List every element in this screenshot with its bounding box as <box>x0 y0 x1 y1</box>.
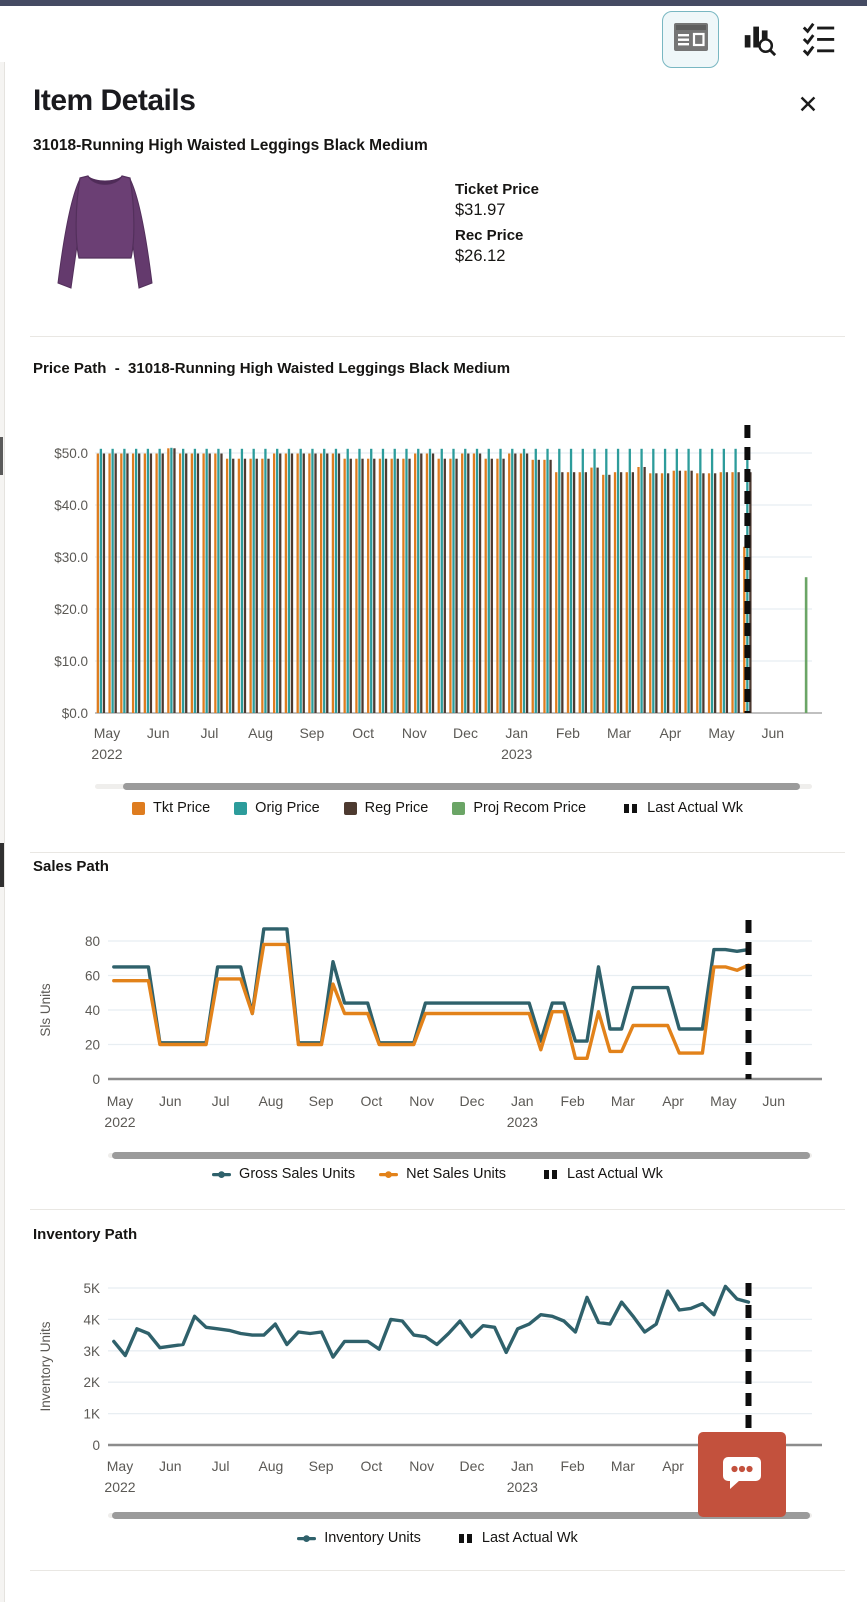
legend-item <box>344 800 429 816</box>
svg-text:Oct: Oct <box>360 1093 383 1109</box>
rec-price-value: $26.12 <box>455 247 506 265</box>
svg-text:May: May <box>93 725 121 741</box>
divider <box>30 1570 845 1571</box>
svg-text:60: 60 <box>84 968 100 984</box>
svg-text:Jun: Jun <box>146 725 170 741</box>
svg-text:2K: 2K <box>83 1375 100 1391</box>
legend-label: Inventory Units <box>324 1530 421 1546</box>
sales-path-chart <box>30 896 845 1136</box>
underlying-page-edge-mark <box>0 437 3 475</box>
svg-text:4K: 4K <box>83 1312 100 1328</box>
legend-item <box>452 800 586 816</box>
svg-text:Apr: Apr <box>662 1458 684 1474</box>
svg-text:2022: 2022 <box>104 1114 136 1130</box>
svg-text:2023: 2023 <box>501 746 533 762</box>
inventory-chart-legend <box>30 1530 845 1546</box>
rec-price-label: Rec Price <box>455 227 524 244</box>
divider <box>30 1209 845 1210</box>
svg-text:Jan: Jan <box>505 725 528 741</box>
price-path-chart <box>30 400 845 778</box>
chat-button[interactable] <box>698 1432 786 1517</box>
legend-item <box>234 800 319 816</box>
legend-swatch-icon <box>234 802 247 815</box>
sales-path-title: Sales Path <box>33 858 109 875</box>
svg-text:Mar: Mar <box>607 725 632 741</box>
legend-label: Last Actual Wk <box>567 1166 663 1182</box>
svg-text:1K: 1K <box>83 1406 100 1422</box>
legend-label: Net Sales Units <box>406 1166 507 1182</box>
svg-text:0: 0 <box>92 1072 100 1087</box>
close-icon[interactable]: ✕ <box>797 91 819 119</box>
legend-label: Proj Recom Price <box>473 800 587 816</box>
legend-item <box>544 1166 663 1182</box>
svg-text:80: 80 <box>84 934 100 949</box>
legend-dashes-icon <box>544 1169 559 1180</box>
svg-text:3K: 3K <box>83 1343 100 1359</box>
divider <box>30 852 845 853</box>
svg-text:Feb: Feb <box>560 1458 585 1474</box>
legend-swatch-icon <box>132 802 145 815</box>
svg-text:Nov: Nov <box>409 1093 435 1109</box>
underlying-page-edge <box>0 62 5 1602</box>
svg-text:2023: 2023 <box>506 1479 538 1495</box>
divider <box>30 336 845 337</box>
svg-text:Inventory Units: Inventory Units <box>38 1321 53 1412</box>
svg-text:2022: 2022 <box>91 746 123 762</box>
item-name: 31018-Running High Waisted Leggings Black Medium <box>33 137 428 154</box>
legend-label: Tkt Price <box>152 800 211 816</box>
legend-item <box>379 1166 506 1182</box>
svg-text:Oct: Oct <box>352 725 374 741</box>
svg-text:Dec: Dec <box>459 1458 485 1474</box>
svg-text:$40.0: $40.0 <box>54 498 88 513</box>
svg-text:Aug: Aug <box>258 1458 284 1474</box>
svg-text:$10.0: $10.0 <box>54 654 88 669</box>
svg-text:May: May <box>106 1458 134 1474</box>
legend-label: Last Actual Wk <box>647 800 744 816</box>
legend-label: Gross Sales Units <box>239 1166 356 1182</box>
legend-item <box>212 1166 355 1182</box>
svg-text:Dec: Dec <box>459 1093 485 1109</box>
svg-text:Jul: Jul <box>200 725 219 741</box>
svg-text:May: May <box>710 1093 737 1109</box>
product-image <box>40 163 170 303</box>
svg-text:$50.0: $50.0 <box>54 446 88 461</box>
legend-label: Reg Price <box>364 800 429 816</box>
ticket-price-value: $31.97 <box>455 201 506 219</box>
svg-text:Mar: Mar <box>610 1093 635 1109</box>
svg-text:May: May <box>708 725 735 741</box>
underlying-page-edge-mark <box>0 843 4 887</box>
legend-line-icon <box>212 1169 231 1180</box>
svg-text:Jun: Jun <box>761 725 785 741</box>
svg-text:Sls Units: Sls Units <box>38 983 53 1037</box>
svg-text:Feb: Feb <box>555 725 580 741</box>
svg-text:Apr: Apr <box>662 1093 684 1109</box>
item-details-view-button[interactable] <box>662 11 719 68</box>
svg-text:May: May <box>106 1093 134 1109</box>
legend-dashes-icon <box>624 803 639 814</box>
legend-item <box>459 1530 578 1546</box>
legend-item <box>132 800 210 816</box>
price-chart-scrollbar[interactable] <box>123 783 800 790</box>
sales-chart-scrollbar[interactable] <box>112 1152 810 1159</box>
inventory-path-title: Inventory Path <box>33 1226 138 1243</box>
legend-label: Last Actual Wk <box>481 1530 578 1546</box>
svg-text:Nov: Nov <box>409 1458 435 1474</box>
svg-text:2023: 2023 <box>506 1114 538 1130</box>
svg-text:Jan: Jan <box>511 1458 534 1474</box>
svg-text:Aug: Aug <box>248 725 274 741</box>
svg-text:$30.0: $30.0 <box>54 550 88 565</box>
item-details-view-icon <box>673 22 709 57</box>
legend-item <box>624 800 743 816</box>
svg-text:Nov: Nov <box>401 725 427 741</box>
legend-line-icon <box>379 1169 398 1180</box>
bar-chart-search-icon <box>740 19 778 62</box>
checklist-button[interactable] <box>799 20 839 60</box>
legend-line-icon <box>297 1533 316 1544</box>
checklist-icon <box>800 19 838 62</box>
svg-text:Jul: Jul <box>211 1458 230 1474</box>
svg-text:Dec: Dec <box>453 725 478 741</box>
svg-text:Mar: Mar <box>610 1458 635 1474</box>
svg-text:Aug: Aug <box>258 1093 284 1109</box>
ticket-price-label: Ticket Price <box>455 181 539 198</box>
chat-bubble-icon <box>721 1453 763 1496</box>
sales-chart-legend <box>30 1166 845 1182</box>
svg-text:Oct: Oct <box>360 1458 383 1474</box>
svg-text:Jun: Jun <box>159 1093 182 1109</box>
price-chart-legend <box>30 800 845 816</box>
svg-text:Sep: Sep <box>299 725 325 741</box>
price-path-title: Price Path - 31018-Running High Waisted Leggings Black Medium <box>33 360 511 377</box>
svg-text:Feb: Feb <box>560 1093 585 1109</box>
page-title: Item Details <box>33 84 196 117</box>
svg-text:0: 0 <box>92 1438 100 1453</box>
svg-text:Sep: Sep <box>308 1093 334 1109</box>
svg-text:40: 40 <box>84 1003 100 1018</box>
svg-text:2022: 2022 <box>104 1479 136 1495</box>
legend-item <box>297 1530 421 1546</box>
legend-label: Orig Price <box>255 800 320 816</box>
svg-text:Jul: Jul <box>211 1093 230 1109</box>
svg-text:Jun: Jun <box>762 1093 785 1109</box>
svg-text:Jun: Jun <box>159 1458 182 1474</box>
top-window-bar <box>0 0 867 6</box>
svg-text:Jan: Jan <box>511 1093 534 1109</box>
legend-swatch-icon <box>452 802 465 815</box>
legend-swatch-icon <box>344 802 357 815</box>
price-info <box>455 181 539 273</box>
svg-text:20: 20 <box>84 1037 100 1053</box>
svg-text:Apr: Apr <box>659 725 682 741</box>
svg-text:$20.0: $20.0 <box>54 602 88 617</box>
legend-dashes-icon <box>459 1533 474 1544</box>
analyze-chart-button[interactable] <box>739 20 779 60</box>
svg-text:5K: 5K <box>83 1281 100 1296</box>
svg-text:Sep: Sep <box>308 1458 334 1474</box>
svg-text:$0.0: $0.0 <box>61 706 88 721</box>
